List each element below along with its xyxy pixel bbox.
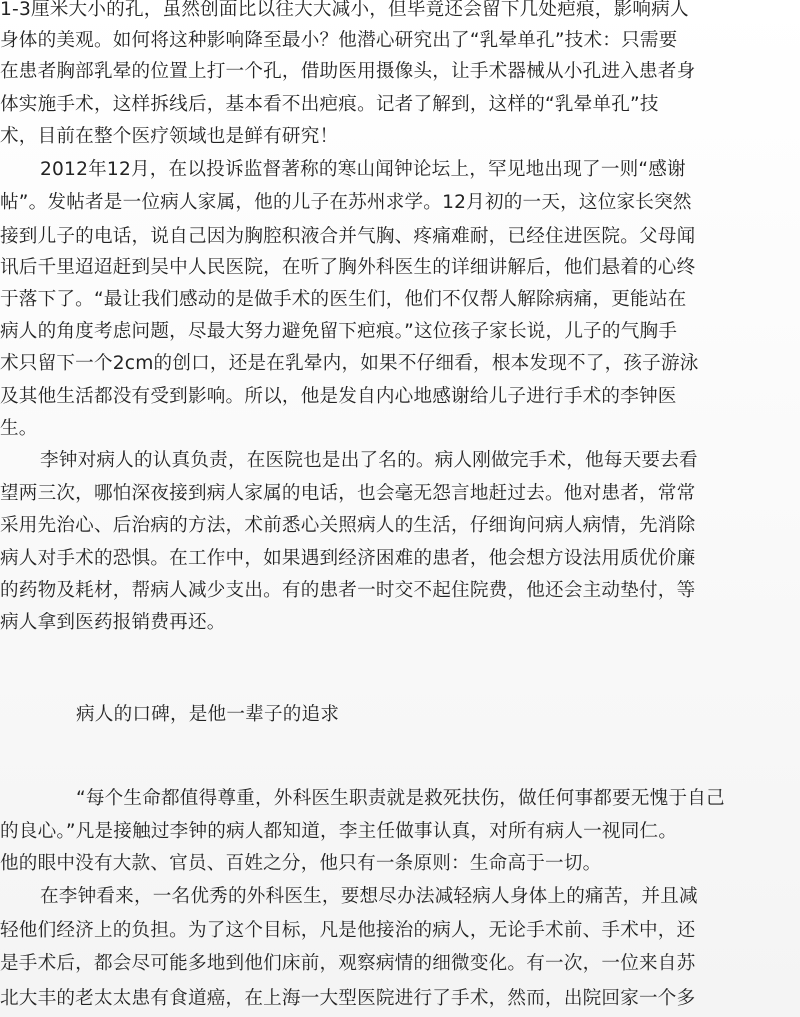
text-line: 术，目前在整个医疗领域也是鲜有研究！ <box>0 126 339 147</box>
text-line: 及其他生活都没有受到影响。所以，他是发自内心地感谢给儿子进行手术的李钟医 <box>0 386 677 407</box>
text-line: 2012年12月，在以投诉监督著称的寒山闻钟论坛上，罕见地出现了一则“感谢 <box>40 159 686 180</box>
text-line: 于落下了。“最让我们感动的是做手术的医生们，他们不仅帮人解除病痛，更能站在 <box>0 289 687 310</box>
text-line: 轻他们经济上的负担。为了这个目标，凡是他接治的病人，无论手术前、手术中，还 <box>0 920 696 941</box>
text-line: 在患者胸部乳晕的位置上打一个孔，借助医用摄像头，让手术器械从小孔进入患者身 <box>0 61 696 82</box>
text-line: 接到儿子的电话，说自己因为胸腔积液合并气胸、疼痛难耐，已经住进医院。父母闻 <box>0 226 696 247</box>
text-line: 讯后千里迢迢赶到吴中人民医院，在听了胸外科医生的详细讲解后，他们悬着的心终 <box>0 257 696 278</box>
text-line: 是手术后，都会尽可能多地到他们床前，观察病情的细微变化。有一次，一位来自苏 <box>0 953 696 974</box>
text-line: 的药物及耗材，帮病人减少支出。有的患者一时交不起住院费，他还会主动垫付，等 <box>0 580 696 601</box>
text-line: 术只留下一个2cm的创口，还是在乳晕内，如果不仔细看，根本发现不了，孩子游泳 <box>0 353 699 374</box>
text-line: 病人的角度考虑问题，尽最大努力避免留下疤痕。”这位孩子家长说，儿子的气胸手 <box>0 321 678 342</box>
section-heading: 病人的口碑，是他一辈子的追求 <box>76 704 340 725</box>
text-line: 的良心。”凡是接触过李钟的病人都知道，李主任做事认真，对所有病人一视同仁。 <box>0 821 678 842</box>
text-line: 体实施手术，这样拆线后，基本看不出疤痕。记者了解到，这样的“乳晕单孔”技 <box>0 94 659 115</box>
text-line: 望两三次，哪怕深夜接到病人家属的电话，也会毫无怨言地赶过去。他对患者，常常 <box>0 483 696 504</box>
text-line: 病人拿到医药报销费再还。 <box>0 612 226 633</box>
text-line: 帖”。发帖者是一位病人家属，他的儿子在苏州求学。12月初的一天，这位家长突然 <box>0 192 692 213</box>
text-line: 北大丰的老太太患有食道癌，在上海一大型医院进行了手术，然而，出院回家一个多 <box>0 988 696 1009</box>
text-line: 李钟对病人的认真负责，在医院也是出了名的。病人刚做完手术，他每天要去看 <box>40 450 698 471</box>
text-line: 1-3厘米大小的孔，虽然创面比以往大大减小，但毕竟还会留下几处疤痕，影响病人 <box>0 0 689 20</box>
text-line: 他的眼中没有大款、官员、百姓之分，他只有一条原则：生命高于一切。 <box>0 853 602 874</box>
text-line: 采用先治心、后治病的方法，术前悉心关照病人的生活，仔细询问病人病情，先消除 <box>0 515 696 536</box>
text-line: 身体的美观。如何将这种影响降至最小？他潜心研究出了“乳晕单孔”技术：只需要 <box>0 30 678 51</box>
text-line: “每个生命都值得尊重，外科医生职责就是救死扶伤，做任何事都要无愧于自己 <box>76 788 725 809</box>
text-line: 生。 <box>0 418 38 439</box>
text-line: 病人对手术的恐惧。在工作中，如果遇到经济困难的患者，他会想方设法用质优价廉 <box>0 548 696 569</box>
text-line: 在李钟看来，一名优秀的外科医生，要想尽办法减轻病人身体上的痛苦，并且减 <box>40 886 698 907</box>
